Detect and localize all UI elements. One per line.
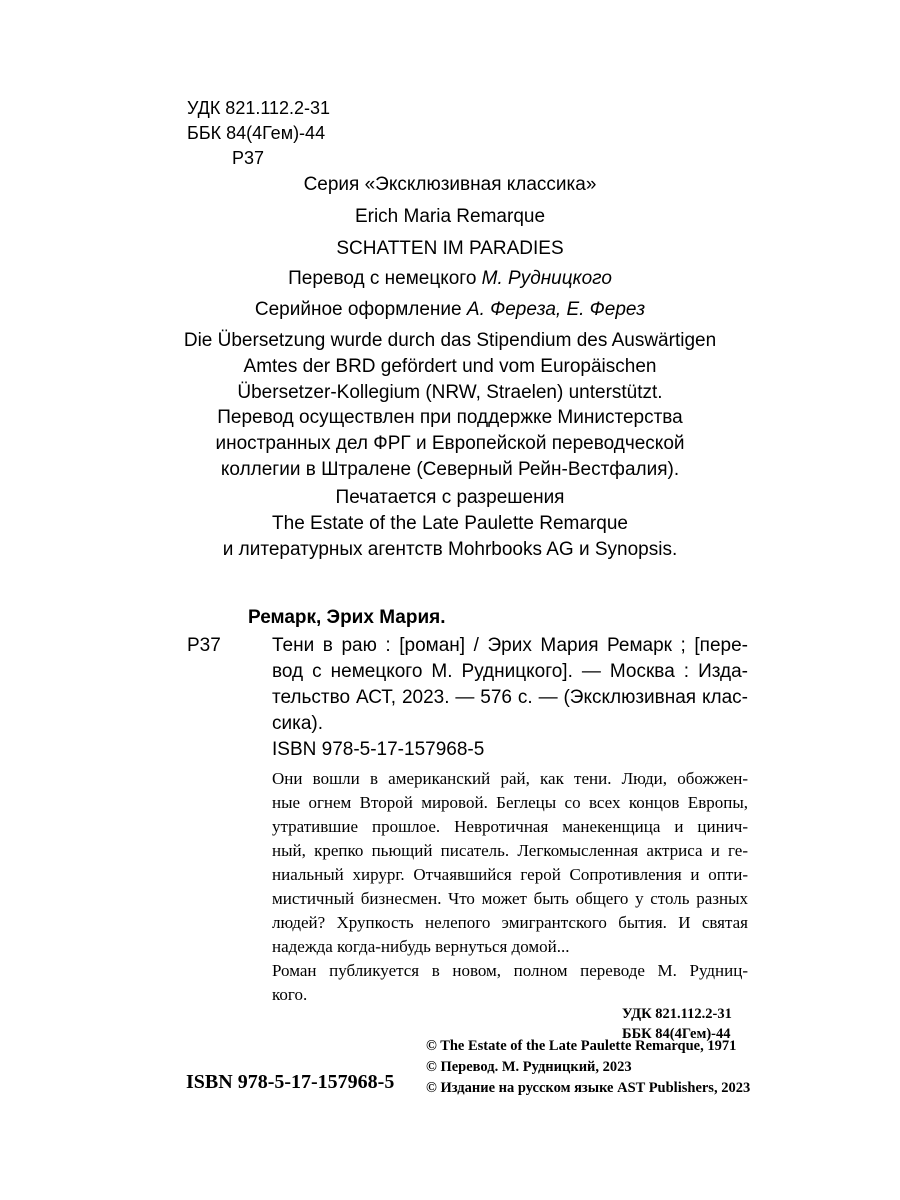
catalog-line: Тени в раю : [роман] / Эрих Мария Ремарк ; [пере- (272, 635, 748, 656)
german-note-line: Die Übersetzung wurde durch das Stipendium des Auswärtigen (183, 330, 717, 351)
designer-names: А. Фереза, Е. Ферез (466, 299, 646, 320)
bbk-code-bottom: ББК 84(4Гем)-44 (622, 1026, 731, 1042)
copyright-line: © Перевод. М. Рудницкий, 2023 (426, 1059, 632, 1075)
annotation-line: ные огнем Второй мировой. Беглецы со всех концов Европы, (272, 793, 748, 812)
german-note-line: Amtes der BRD gefördert und vom Europäischen (243, 356, 657, 377)
udk-code-bottom: УДК 821.112.2-31 (622, 1006, 732, 1022)
series-name: Серия «Эксклюзивная классика» (303, 174, 597, 195)
german-note (0, 328, 900, 406)
catalog-isbn: ISBN 978-5-17-157968-5 (272, 739, 485, 760)
russian-note-line: иностранных дел ФРГ и Европейской переводческой (215, 433, 685, 454)
original-title: SCHATTEN IM PARADIES (336, 238, 564, 259)
russian-note (0, 405, 900, 483)
catalog-line: сика). (272, 713, 324, 734)
catalog-line: тельство АСТ, 2023. — 576 с. — (Эксклюзивная клас- (272, 687, 748, 708)
copyright-line: © Издание на русском языке AST Publishers, 2023 (426, 1080, 751, 1096)
german-note-line: Übersetzer-Kollegium (NRW, Straelen) unterstützt. (237, 382, 663, 403)
translation-credit (0, 266, 900, 292)
annotation-line: мистичный бизнесмен. Что может быть общего у столь разных (272, 889, 748, 908)
annotation2-line: кого. (272, 985, 308, 1004)
annotation-line: Они вошли в американский рай, как тени. Люди, обожжен- (272, 769, 748, 788)
russian-note-line: коллегии в Штралене (Северный Рейн-Вестфалия). (220, 459, 680, 480)
annotation-line: надежда когда-нибудь вернуться домой... (272, 937, 570, 956)
russian-note-line: Перевод осуществлен при поддержке Министерства (217, 407, 683, 428)
permission-note (0, 485, 900, 563)
udk-code: УДК 821.112.2-31 (187, 98, 331, 118)
annotation-line: ниальный хирург. Отчаявшийся герой Сопротивления и опти- (272, 865, 748, 884)
permission-line: The Estate of the Late Paulette Remarque (272, 513, 628, 534)
author-mark: Р37 (232, 148, 265, 168)
catalog-description (272, 633, 748, 737)
design-prefix: Серийное оформление (254, 299, 467, 320)
annotation-line: людей? Хрупкость нелепого эмигрантского бытия. И святая (272, 913, 748, 932)
permission-line: и литературных агентств Mohrbooks AG и Synopsis. (222, 539, 678, 560)
permission-line: Печатается с разрешения (335, 487, 565, 508)
isbn-bottom: ISBN 978-5-17-157968-5 (186, 1071, 395, 1093)
bbk-code: ББК 84(4Гем)-44 (187, 123, 326, 143)
annotation2-line (272, 959, 748, 983)
annotation2-text: Роман публикуется в новом, полном переводе М. Рудниц- (272, 961, 748, 980)
original-author: Erich Maria Remarque (354, 206, 546, 227)
translator-name: М. Рудницкого (481, 268, 612, 289)
translation-prefix: Перевод с немецкого (288, 268, 482, 289)
copyright-line: © The Estate of the Late Paulette Remarque, 1971 (426, 1038, 737, 1054)
catalog-mark: Р37 (187, 635, 221, 656)
annotation-line: ный, крепко пьющий писатель. Легкомысленная актриса и ге- (272, 841, 748, 860)
annotation (272, 767, 748, 959)
catalog-heading: Ремарк, Эрих Мария. (248, 607, 446, 628)
annotation-line: утратившие прошлое. Невротичная манекенщица и цинич- (272, 817, 748, 836)
design-credit (0, 297, 900, 323)
catalog-line: вод с немецкого М. Рудницкого]. — Москва : Изда- (272, 661, 748, 682)
annotation-publication-note (272, 959, 748, 1007)
